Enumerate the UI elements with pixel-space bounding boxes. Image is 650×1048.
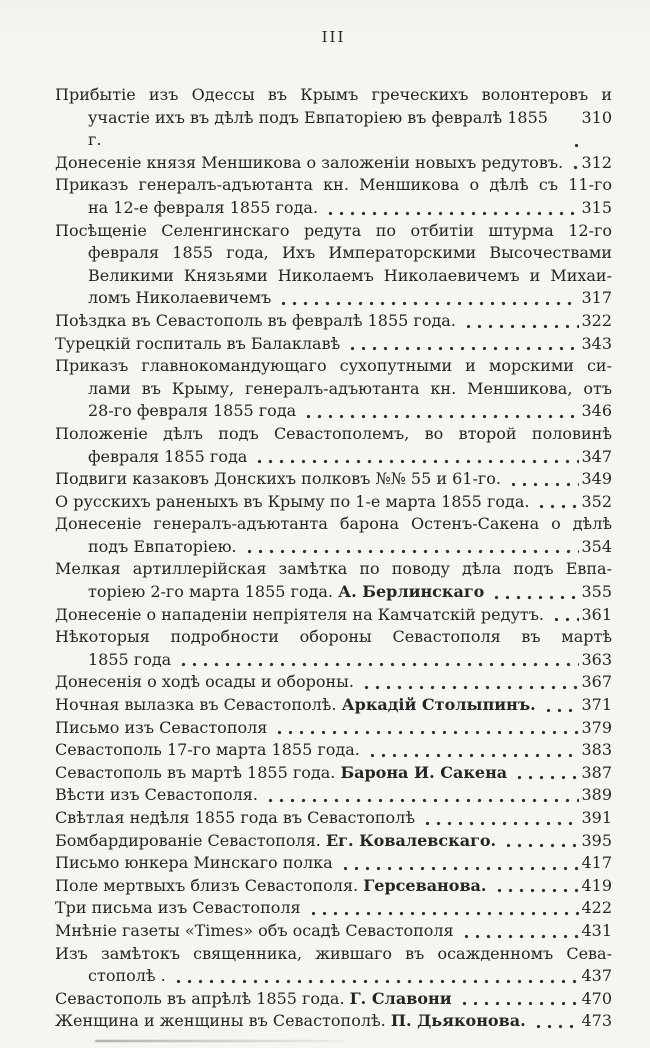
toc-entry-line: лами въ Крыму, генералъ-адъютанта кн. Меншикова, отъ — [88, 378, 612, 398]
toc-entry-page: 317 — [581, 288, 612, 308]
toc-entry — [55, 694, 612, 717]
toc-entry-title: Севастополь въ мартѣ 1855 года. — [55, 762, 336, 782]
toc-entry-line: Изъ замѣтокъ священника, жившаго въ осажденномъ Сева- — [55, 943, 612, 963]
toc-entry — [55, 671, 612, 694]
toc-entry — [55, 604, 612, 627]
toc-entry-line — [55, 400, 612, 423]
toc-entry-title: Женщина и женщины въ Севастополѣ. — [55, 1011, 386, 1031]
toc-entry-text — [88, 107, 564, 152]
toc-entry-line: Приказъ генералъ-адъютанта кн. Меншикова о дѣлѣ съ 11-го — [55, 175, 612, 195]
toc-entry-line — [55, 875, 612, 898]
toc-entry-text — [55, 694, 536, 717]
toc-entry-line — [55, 717, 612, 740]
toc-entry-title: подъ Евпаторіею. — [88, 536, 237, 556]
toc-entry-title: Донесеніе князя Меншикова о заложеніи новыхъ редутовъ. — [55, 152, 564, 172]
page-number-header: III — [321, 28, 346, 46]
toc-entry-line — [55, 694, 612, 717]
toc-entry-page: 383 — [581, 740, 612, 760]
dot-leader — [461, 920, 580, 943]
dot-leader — [422, 807, 579, 830]
toc-entry-author: Барона И. Сакена — [340, 762, 508, 782]
toc-entry — [55, 875, 612, 898]
toc-entry-title: Три письма изъ Севастополя — [55, 898, 301, 918]
toc-entry-title: Турецкій госпиталь въ Балаклавѣ — [55, 333, 341, 353]
dot-leader — [265, 784, 579, 807]
toc-entry-line — [55, 536, 612, 559]
toc-entry-author: Аркадій Столыпинъ. — [341, 695, 536, 715]
toc-entry-text — [55, 739, 360, 762]
toc-entry-title: февраля 1855 года — [88, 446, 248, 466]
toc-entry-author: Г. Славони — [349, 988, 452, 1008]
toc-entry-author: Герсеванова. — [363, 875, 487, 895]
toc-entry-title: Вѣсти изъ Севастополя. — [55, 785, 258, 805]
toc-entry-line — [55, 581, 612, 604]
toc-entry-line — [55, 671, 612, 694]
toc-entry-page: 437 — [581, 966, 612, 986]
toc-entry — [55, 717, 612, 740]
toc-entry-text — [55, 784, 258, 807]
toc-entry-title: О русскихъ раненыхъ въ Крыму по 1-е марта 1855 года. — [55, 491, 530, 511]
toc-entry-text — [88, 536, 237, 559]
toc-entry-text — [55, 875, 487, 898]
toc-entry-line — [55, 197, 612, 220]
toc-entry-line — [55, 107, 612, 152]
dot-leader — [340, 852, 580, 875]
toc-entry-text — [55, 152, 563, 175]
toc-entry-line — [55, 649, 612, 672]
toc-entry-text — [88, 446, 247, 469]
dot-leader — [536, 491, 579, 514]
toc-entry-line — [55, 965, 612, 988]
toc-entry-title: Бомбардированіе Севастополя. — [55, 830, 321, 850]
dot-leader — [178, 649, 579, 672]
toc-entry-page: 354 — [581, 536, 612, 556]
toc-entry — [55, 558, 612, 603]
dot-leader — [278, 287, 579, 310]
toc-entry-title: Севастополь въ апрѣлѣ 1855 года. — [55, 988, 345, 1008]
toc-entry-text — [88, 197, 318, 220]
toc-entry-text — [88, 287, 271, 310]
toc-entry-line — [55, 1010, 612, 1033]
toc-entry-author: П. Дьяконова. — [390, 1011, 526, 1031]
toc-entry-page: 422 — [581, 898, 612, 918]
toc-entry — [55, 310, 612, 333]
dot-leader — [491, 581, 579, 604]
toc-entry-text — [55, 491, 529, 514]
toc-entry — [55, 626, 612, 671]
toc-entry-line — [55, 468, 612, 491]
dot-leader — [254, 446, 579, 469]
toc-entry-line — [55, 739, 612, 762]
toc-entry-title: Донесенія о ходѣ осады и обороны. — [55, 672, 354, 692]
toc-entry-title: Севастополь 17-го марта 1855 года. — [55, 740, 360, 760]
toc-entry-title: Письмо юнкера Минскаго полка — [55, 853, 333, 873]
dot-leader — [514, 762, 579, 785]
toc-entry-title: Подвиги казаковъ Донскихъ полковъ №№ 55 и 61-го. — [55, 469, 501, 489]
dot-leader — [503, 830, 579, 853]
toc-entry-text — [88, 581, 484, 604]
toc-entry-title: Свѣтлая недѣля 1855 года въ Севастополѣ — [55, 808, 415, 827]
toc-entry-page: 310 — [581, 107, 612, 127]
toc-entry — [55, 784, 612, 807]
toc-entry-page: 315 — [581, 197, 612, 217]
toc-entry-page: 387 — [581, 762, 612, 782]
toc-entry — [55, 830, 612, 853]
toc-entry-line — [55, 920, 612, 943]
toc-entry-page: 343 — [581, 333, 612, 353]
dot-leader — [308, 897, 580, 920]
toc-entry — [55, 333, 612, 356]
toc-entry-line — [55, 807, 612, 830]
toc-entry-page: 355 — [581, 582, 612, 602]
toc-entry-line: Великими Князьями Николаемъ Николаевичемъ и Михаи- — [88, 265, 612, 285]
toc-entry-page: 367 — [581, 672, 612, 692]
toc-entry — [55, 988, 612, 1011]
dot-leader — [571, 107, 579, 152]
toc-entry — [55, 355, 612, 423]
toc-entry-title: стополѣ . — [88, 966, 166, 986]
toc-entry — [55, 739, 612, 762]
toc-entry-title: Поѣздка въ Севастополь въ февралѣ 1855 года. — [55, 310, 456, 330]
dot-leader — [303, 400, 579, 423]
toc-entry-page: 349 — [581, 469, 612, 489]
toc-entry-author: Ег. Ковалевскаго. — [325, 830, 497, 850]
toc-entry-page: 346 — [581, 401, 612, 421]
toc-entry-text — [55, 920, 454, 943]
toc-entry-title: Ночная вылазка въ Севастополѣ. — [55, 695, 337, 715]
dot-leader — [274, 717, 579, 740]
toc-entry-line — [55, 287, 612, 310]
toc-entry-line: Мелкая артиллерійская замѣтка по поводу дѣла подъ Евпа- — [55, 559, 612, 579]
toc-entry-text — [88, 400, 296, 423]
toc-entry-text — [55, 717, 267, 740]
dot-leader — [494, 875, 580, 898]
toc-entry-text — [55, 468, 501, 491]
toc-entry-line: Нѣкоторыя подробности обороны Севастополя въ мартѣ — [55, 627, 612, 647]
dot-leader — [325, 197, 579, 220]
toc-entry-line: Положеніе дѣлъ подъ Севастополемъ, во второй половинѣ — [55, 423, 612, 443]
toc-entry — [55, 1010, 612, 1033]
toc-entry-text — [55, 604, 544, 627]
toc-entry-page: 361 — [581, 604, 612, 624]
toc-entry-line: февраля 1855 года, Ихъ Императорскими Высочествами — [88, 243, 612, 263]
toc-entry — [55, 220, 612, 310]
toc-entry-author: А. Берлинскаго — [338, 582, 485, 602]
toc-entry-text — [88, 649, 171, 672]
toc-entry-page: 473 — [581, 1011, 612, 1031]
toc-entry — [55, 423, 612, 468]
toc-entry-text — [55, 852, 333, 875]
dot-leader — [533, 1010, 580, 1033]
toc-entry — [55, 152, 612, 175]
dot-leader — [361, 671, 580, 694]
toc-entry-line — [55, 446, 612, 469]
toc-entry-line — [55, 830, 612, 853]
toc-entry-text — [55, 830, 496, 853]
toc-entry — [55, 897, 612, 920]
toc-entry-page: 419 — [581, 875, 612, 895]
toc-entry — [55, 762, 612, 785]
toc-entry-line — [55, 988, 612, 1011]
toc-entry — [55, 84, 612, 152]
toc-entry-page: 379 — [581, 717, 612, 737]
toc-entry-line — [55, 897, 612, 920]
toc-entry-page: 363 — [581, 649, 612, 669]
table-of-contents — [55, 84, 612, 1033]
toc-entry-title: Письмо изъ Севастополя — [55, 717, 268, 737]
toc-entry — [55, 852, 612, 875]
toc-entry-title: торіею 2-го марта 1855 года. — [88, 582, 334, 602]
toc-entry-title: на 12-е февраля 1855 года. — [88, 197, 319, 217]
dot-leader — [508, 468, 579, 491]
toc-entry — [55, 513, 612, 558]
toc-entry — [55, 807, 612, 830]
toc-entry-line — [55, 333, 612, 356]
toc-entry-title: Донесеніе о нападеніи непріятеля на Камчатскій редутъ. — [55, 604, 544, 624]
toc-entry-page: 417 — [581, 853, 612, 873]
toc-entry-line — [55, 152, 612, 175]
toc-entry-text — [55, 988, 452, 1011]
toc-entry-text — [55, 897, 301, 920]
toc-entry-title: 1855 года — [88, 649, 172, 669]
dot-leader — [244, 536, 580, 559]
toc-entry-title: участіе ихъ въ дѣлѣ подъ Евпаторіею въ февралѣ 1855 г. — [88, 107, 548, 150]
toc-entry-page: 371 — [581, 695, 612, 715]
toc-entry — [55, 943, 612, 988]
toc-entry-page: 347 — [581, 446, 612, 466]
toc-entry-title: ломъ Николаевичемъ — [88, 288, 272, 308]
dot-leader — [543, 694, 580, 717]
toc-entry-line: Приказъ главнокомандующаго сухопутными и морскими си- — [55, 356, 612, 376]
toc-entry-text — [55, 807, 415, 830]
toc-entry-page: 431 — [581, 920, 612, 940]
toc-entry-text — [55, 671, 354, 694]
toc-entry-page: 322 — [581, 310, 612, 330]
toc-entry-page: 391 — [581, 808, 612, 827]
dot-leader — [463, 310, 580, 333]
toc-entry-line — [55, 852, 612, 875]
toc-entry — [55, 468, 612, 491]
dot-leader — [367, 739, 580, 762]
toc-entry-text — [88, 965, 166, 988]
toc-entry-line: Прибытіе изъ Одессы въ Крымъ греческихъ волонтеровъ и — [55, 85, 612, 104]
toc-entry-line — [55, 762, 612, 785]
toc-entry-page: 470 — [581, 988, 612, 1008]
toc-entry — [55, 920, 612, 943]
toc-entry-line — [55, 784, 612, 807]
toc-entry — [55, 174, 612, 219]
dot-leader — [551, 604, 579, 627]
toc-entry-page: 312 — [581, 152, 612, 172]
dot-leader — [347, 333, 579, 356]
toc-entry-line — [55, 491, 612, 514]
toc-entry-line — [55, 310, 612, 333]
toc-entry-title: Поле мертвыхъ близъ Севастополя. — [55, 875, 359, 895]
toc-entry-line: Посѣщеніе Селенгинскаго редута по отбитіи штурма 12-го — [55, 220, 612, 240]
toc-entry-title: 28-го февраля 1855 года — [88, 401, 297, 421]
dot-leader — [459, 988, 580, 1011]
toc-entry-line — [55, 604, 612, 627]
toc-entry-page: 395 — [581, 830, 612, 850]
toc-entry-text — [55, 762, 507, 785]
toc-entry-line: Донесеніе генералъ-адъютанта барона Остенъ-Сакена о дѣлѣ — [55, 514, 612, 534]
dot-leader — [173, 965, 580, 988]
toc-entry-page: 352 — [581, 491, 612, 511]
scan-artifact-line — [95, 1040, 345, 1042]
toc-entry-text — [55, 310, 456, 333]
toc-entry-title: Мнѣніе газеты «Times» объ осадѣ Севастополя — [55, 920, 454, 940]
toc-entry-text — [55, 333, 340, 356]
dot-leader — [570, 152, 579, 175]
toc-entry-text — [55, 1010, 526, 1033]
toc-entry — [55, 491, 612, 514]
toc-entry-page: 389 — [581, 785, 612, 805]
